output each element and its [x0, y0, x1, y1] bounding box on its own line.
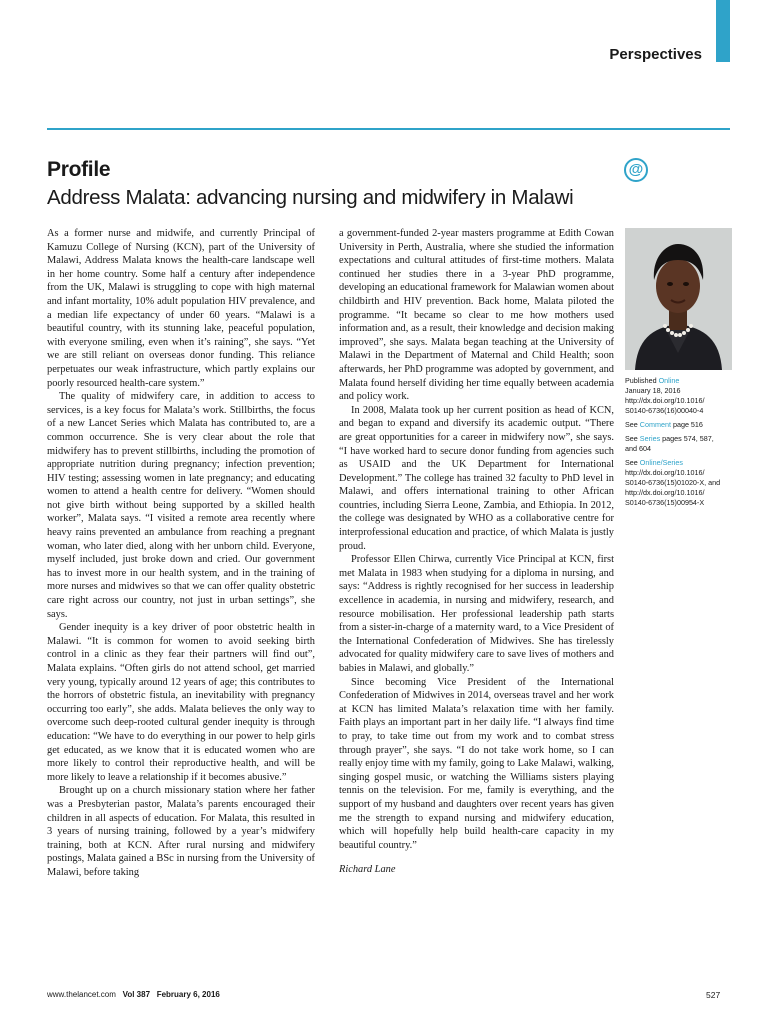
published-date: January 18, 2016 — [625, 386, 681, 395]
online-first-icon[interactable]: @ — [624, 158, 648, 182]
published-doi-line-2[interactable]: S0140-6736(16)00040-4 — [625, 406, 704, 415]
online-series-doi-3[interactable]: http://dx.doi.org/10.1016/ — [625, 488, 705, 497]
footer-date: February 6, 2016 — [156, 990, 220, 999]
online-series-note — [625, 458, 730, 508]
page-number: 527 — [706, 990, 721, 1000]
paragraph: Gender inequity is a key driver of poor obstetric health in Malawi. “It is common for women to avoid seeking birth control in a clinic as they fear their partners will find out”, Malata explains. “Often girls do not attend school, get married very young, typically around 12 years of age; this contributes to the horrors of obstetric fistula, an inevitability with pregnancy occurring too early”, she adds. Malata believes the only way to overcome such deep-rooted cultural gender inequity is through education: “We have to do everything in our power to help girls get educated, as we know that it is educated women who are more likely to control their reproductive health, and will be more likely to leave a relationship if it becomes abusive.” — [47, 622, 315, 783]
byline: Richard Lane — [339, 864, 396, 876]
online-series-doi-2[interactable]: S0140-6736(15)01020-X, and — [625, 478, 721, 487]
paragraph: Brought up on a church missionary station where her father was a Presbyterian pastor, Malata’s parents encouraged their children in all aspects of education. For Malata, this resulted in 3 years of nursing training, followed by a year’s midwifery training, both at KCN. After rural nursing and midwifery postings, Malata gained a BSc in nursing from the University of Malawi, before taking — [47, 785, 315, 878]
section-label: Perspectives — [609, 46, 702, 63]
paragraph: In 2008, Malata took up her current position as head of KCN, and began to expand and diversify its academic output. “There are great opportunities for a career in midwifery now”, she says. “I have worked hard to secure donor funding from agencies such as USAID and the UK Department for International Development.” The college has trained 32 faculty to PhD level in Malawi, and offers international training to other African countries, including Sierra Leone, Zambia, and Ethiopia. In 2012, the college was designated by WHO as a collaborative centre for interprofessional education and practice, of which Malata is justly proud. — [339, 404, 614, 552]
footer-volume: Vol 387 — [122, 990, 151, 999]
section-accent-bar — [716, 0, 730, 62]
comment-note — [625, 420, 730, 430]
paragraph: As a former nurse and midwife, and currently Principal of Kamuzu College of Nursing (KCN), part of the University of Malawi, Address Malata knows the health-care landscape well in her home country. Some half a century after independence from the UK, Malawi is struggling to cope with high maternal and infant mortality, 10% adult population HIV prevalence, and a median life expectancy of under 60 years. “Malawi is a beautiful country, with its stunning lake, peaceful population, with everyone smiling, even when it’s raining”, she says. “Yet we are still reliant on overseas donor funding. This reliance perpetuates our weak infrastructure, which partly explains our poorly resourced health-care system.” — [47, 228, 315, 389]
series-pages: pages 574, 587, — [660, 434, 714, 443]
series-note — [625, 434, 730, 454]
online-series-link[interactable]: Online/Series — [639, 458, 683, 467]
footer-site-link[interactable]: www.thelancet.com — [47, 990, 116, 999]
series-pages-cont: and 604 — [625, 444, 651, 453]
article-kicker: Profile — [47, 158, 111, 181]
online-series-doi-4[interactable]: S0140-6736(15)00954-X — [625, 498, 705, 507]
series-link[interactable]: Series — [639, 434, 661, 443]
published-online-link[interactable]: Online — [658, 376, 680, 385]
sidebar-notes — [625, 376, 730, 512]
article-title: Address Malata: advancing nursing and midwifery in Malawi — [47, 186, 574, 209]
body-column-2 — [339, 227, 614, 877]
comment-link[interactable]: Comment — [639, 420, 671, 429]
footer-citation — [47, 990, 220, 999]
series-prefix: See — [625, 434, 640, 443]
portrait-illustration — [625, 228, 732, 370]
published-label: Published — [625, 376, 659, 385]
online-series-prefix: See — [625, 458, 640, 467]
paragraph: Since becoming Vice President of the International Confederation of Midwives in 2014, overseas travel and her work at KCN has limited Malata’s relaxation time with her family. Faith plays an important part in her daily life. “I always find time to pray, to take time out from my work and to combat stress through prayer”, she says. “I do not take work home, so I can really enjoy time with my family, going to Lake Malawi, walking, singing gospel music, or watching the Williams sisters playing tennis on the television. For me, family is everything, and the support of my husband and daughters over recent years has given me the strength to expand nursing and midwifery education, which will hopefully help build health-care capacity in my beautiful country.” — [339, 676, 614, 851]
comment-page: page 516 — [670, 420, 703, 429]
top-rule — [47, 128, 730, 130]
body-column-1 — [47, 227, 315, 880]
published-doi-line-1[interactable]: http://dx.doi.org/10.1016/ — [625, 396, 705, 405]
paragraph: a government-funded 2-year masters programme at Edith Cowan University in Perth, Australia, where she studied the information expectations and cultural attitudes of first-time mothers. Malata continued her studies there in a 3-year PhD programme, developing an educational framework for Malawian women about childbirth and HIV prevention. Back home, Malata piloted the programme. “It became so clear to me how mothers used information and, as a result, their knowledge and decision making improved”, she says. Malata began teaching at the University of Malawi in the Department of Maternal and Child Health; soon afterwards, her PhD programme was adopted by government, and Malata found herself dividing her time equally between academia and policy work. — [339, 228, 614, 403]
online-series-doi-1[interactable]: http://dx.doi.org/10.1016/ — [625, 468, 705, 477]
published-note — [625, 376, 730, 416]
comment-prefix: See — [625, 420, 640, 429]
paragraph: Professor Ellen Chirwa, currently Vice Principal at KCN, first met Malata in 1983 when studying for a diploma in nursing, and says: “Address is rightly recognised for her success in leadership excellence in academia, in nursing and midwifery, research, and resource mobilisation. Her professional leadership path starts from a sister-in-charge of a maternity ward, to a Vice President of the International Confederation of Midwives. She has tirelessly advocated for quality midwifery care to save lives of mothers and babies in Malawi, and globally.” — [339, 554, 614, 674]
portrait-photo — [625, 228, 732, 370]
paragraph: The quality of midwifery care, in addition to access to services, is a key focus for Malata’s work. Stillbirths, the focus of a new Lancet Series which Malata has contributed to, are a common occurrence. She is very clear about the role that midwifery has to prevent stillbirths, including the promotion of appropriate nutrition during pregnancy; infection prevention; HIV testing; assessing women in late pregnancy; and educating women to attend a health centre for delivery. “Women should not give birth without being supported by a skilled health worker”, Malata says. “I visited a remote area recently where heavy rains prevented an ambulance from reaching a pregnant woman, who later died, along with her unborn child. Everyone, myself included, just broke down and cried. Our government has to invest more in our health system, and in the training of more nurses and midwives so that we can offer quality obstetric care right across our country, not just in urban settings”, she says. — [47, 391, 315, 620]
